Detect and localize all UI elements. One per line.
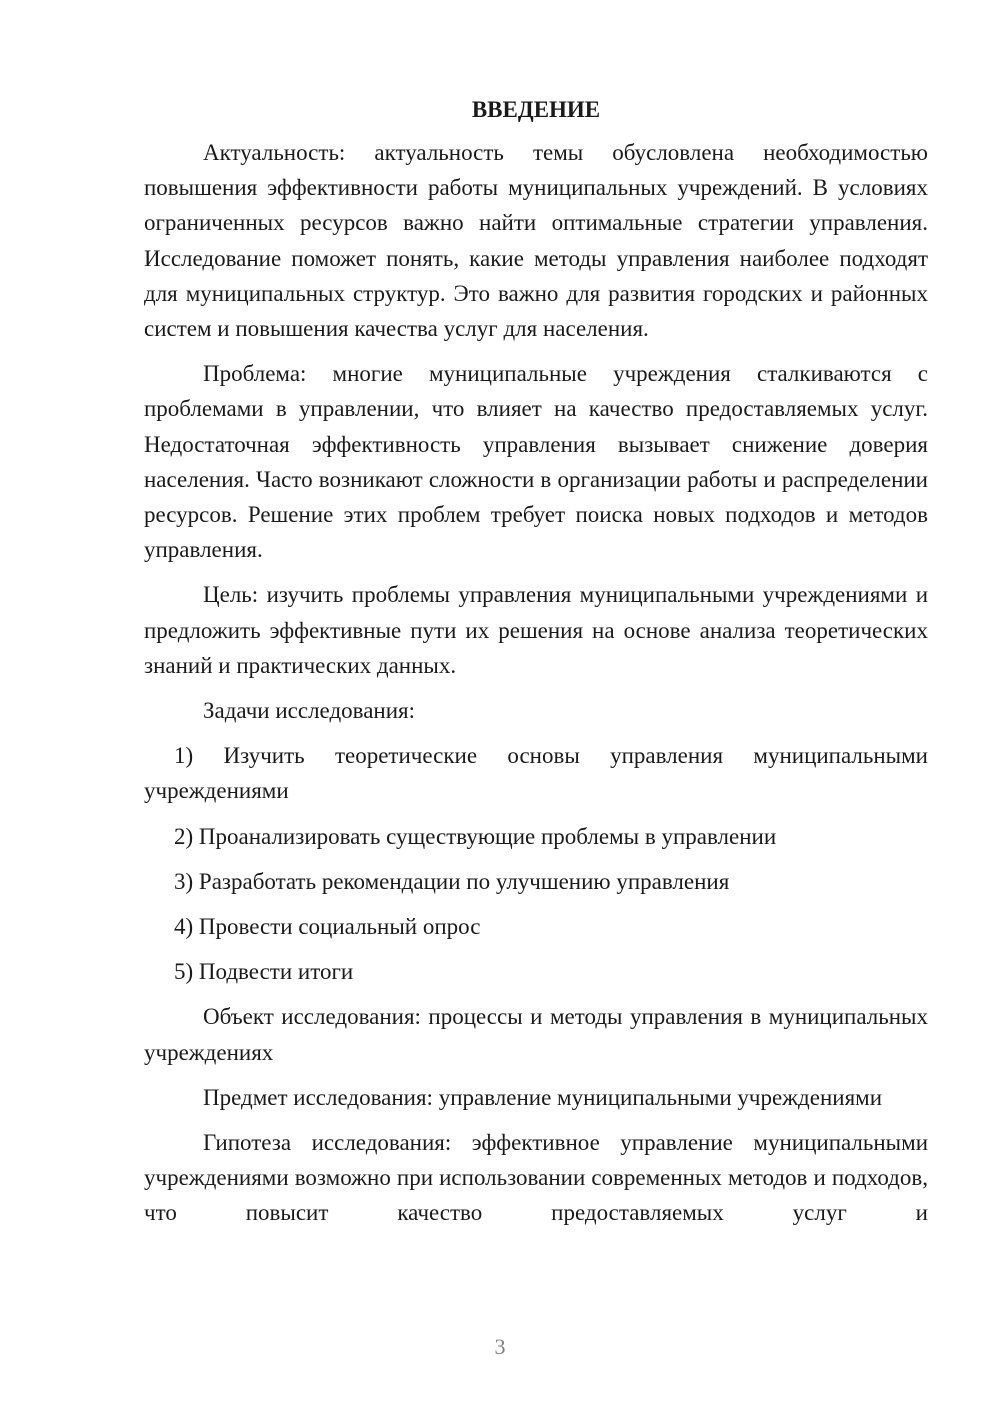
paragraph-subject: Предмет исследования: управление муниципальными учреждениями — [203, 1084, 883, 1110]
list-item: 5) Подвести итоги — [174, 959, 354, 985]
list-item: 2) Проанализировать существующие проблемы в управлении — [174, 823, 777, 849]
list-item: 4) Провести социальный опрос — [174, 914, 481, 940]
paragraph-object: Объект исследования: процессы и методы управления в муниципальных учреждениях — [144, 1004, 928, 1065]
page-title: ВВЕДЕНИЕ — [471, 97, 601, 122]
tasks-list — [144, 738, 928, 989]
paragraph-hypothesis: Гипотеза исследования: эффективное управление муниципальными учреждениями возможно при использовании современных методов и подходов, что повысит качество предоставляемых услуг и — [144, 1130, 928, 1226]
list-item: 1) Изучить теоретические основы управления муниципальными учреждениями — [144, 743, 928, 804]
paragraph-problem: Проблема: многие муниципальные учреждения сталкиваются с проблемами в управлении, что влияет на качество предоставляемых услуг. Недостаточная эффективность управления вызывает снижение доверия населения. Часто возникают сложности в организации работы и распределении ресурсов. Решение этих проблем требует поиска новых подходов и методов управления. — [144, 361, 928, 563]
paragraph-relevance: Актуальность: актуальность темы обусловлена необходимостью повышения эффективности работы муниципальных учреждений. В условиях ограниченных ресурсов важно найти оптимальные стратегии управления. Исследование поможет понять, какие методы управления наиболее подходят для муниципальных структур. Это важно для развития городских и районных систем и повышения качества услуг для населения. — [144, 140, 928, 342]
tasks-title: Задачи исследования: — [203, 698, 416, 724]
page-content — [144, 92, 928, 1241]
page-number: 3 — [494, 1334, 506, 1359]
list-item: 3) Разработать рекомендации по улучшению управления — [174, 868, 730, 894]
paragraph-goal: Цель: изучить проблемы управления муниципальными учреждениями и предложить эффективные пути их решения на основе анализа теоретических знаний и практических данных. — [144, 582, 928, 678]
